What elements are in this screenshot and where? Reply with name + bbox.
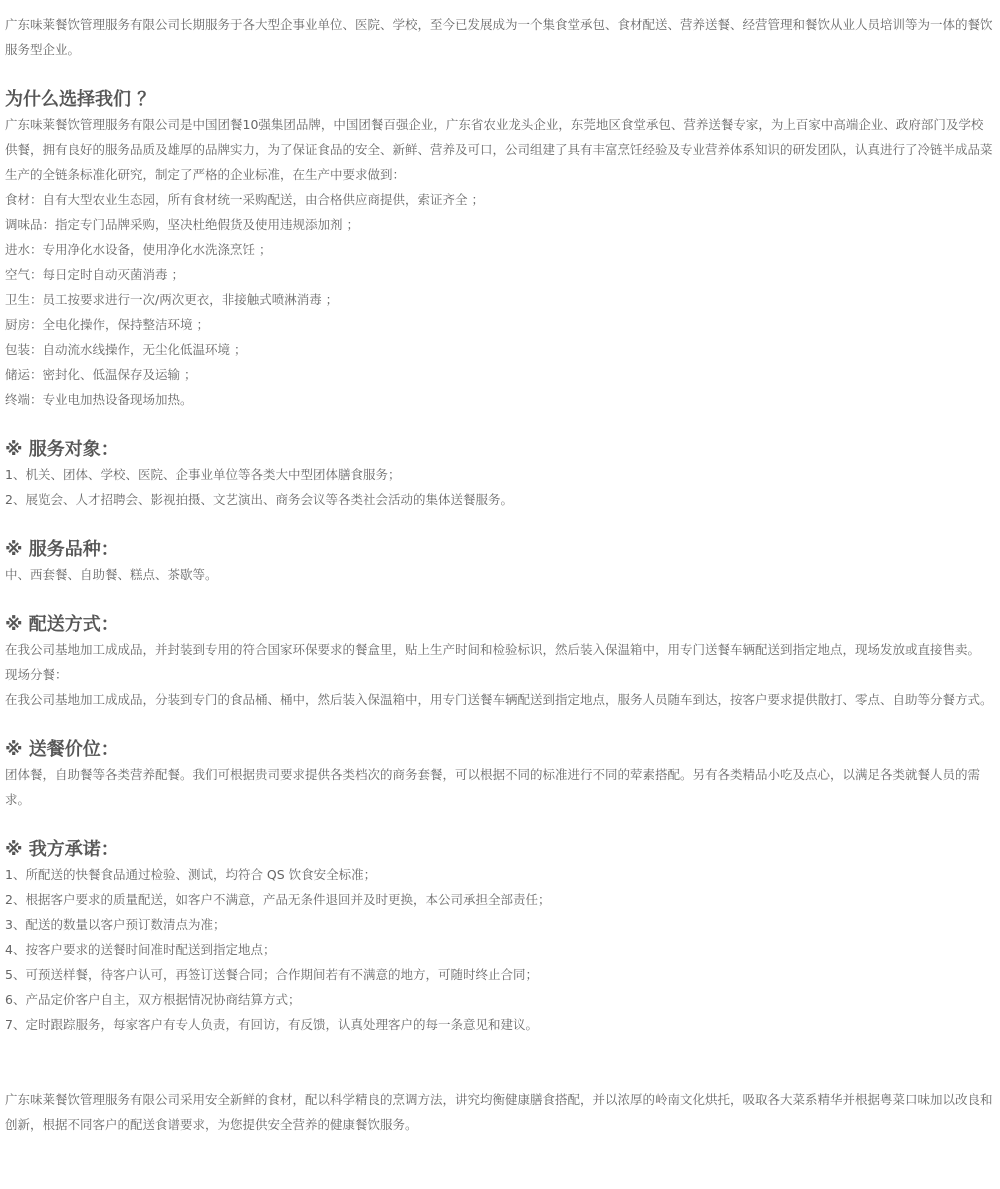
requirement-item: 卫生：员工按要求进行一次/两次更衣，非接触式喷淋消毒 ；	[5, 292, 339, 307]
service-target-item: 2、展览会、人才招聘会、影视拍摄、文艺演出、商务会议等各类社会活动的集体送餐服务。	[5, 492, 513, 507]
promise-item: 7、定时跟踪服务，每家客户有专人负责，有回访，有反馈，认真处理客户的每一条意见和建议。	[5, 1017, 538, 1032]
delivery-heading: ※ 配送方式：	[5, 614, 119, 635]
service-type-item: 中、西套餐、自助餐、糕点、茶歇等。	[5, 567, 218, 582]
requirement-item: 包装：自动流水线操作，无尘化低温环境 ；	[5, 342, 247, 357]
delivery-onsite-paragraph: 在我公司基地加工成成品，分装到专门的食品桶、桶中，然后装入保温箱中，用专门送餐车辆配送到指定地点，服务人员随车到达，按客户要求提供散打、零点、自助等分餐方式。	[5, 692, 993, 707]
requirement-item: 调味品：指定专门品牌采购，坚决杜绝假货及使用违规添加剂 ；	[5, 217, 359, 232]
why-choose-us-section	[5, 87, 995, 412]
spacer	[5, 712, 995, 737]
service-targets-heading: ※ 服务对象：	[5, 439, 119, 460]
service-types-section	[5, 537, 995, 587]
requirement-item: 终端：专业电加热设备现场加热。	[5, 392, 193, 407]
why-choose-us-heading: 为什么选择我们 ？	[5, 89, 156, 110]
spacer	[5, 812, 995, 837]
why-choose-us-paragraph: 广东味莱餐饮管理服务有限公司是中国团餐10强集团品牌，中国团餐百强企业，广东省农业龙头企业，东莞地区食堂承包、营养送餐专家，为上百家中高端企业、政府部门及学校供餐，拥有良好的服务品质及雄厚的品牌实力，为了保证食品的安全、新鲜、营养及可口，公司组建了具有丰富烹饪经验及专业营养体系知识的研发团队，认真进行了冷链半成品菜生产的全链条标准化研究，制定了严格的企业标准，在生产中要求做到：	[5, 117, 993, 182]
promise-item: 4、按客户要求的送餐时间准时配送到指定地点；	[5, 942, 276, 957]
promise-heading: ※ 我方承诺：	[5, 839, 119, 860]
spacer	[5, 412, 995, 437]
promise-item: 1、所配送的快餐食品通过检验、测试，均符合 QS 饮食安全标准；	[5, 867, 377, 882]
requirement-item: 空气：每日定时自动灭菌消毒 ；	[5, 267, 184, 282]
requirement-item: 进水：专用净化水设备，使用净化水洗涤烹饪 ；	[5, 242, 272, 257]
service-target-item: 1、机关、团体、学校、医院、企事业单位等各类大中型团体膳食服务；	[5, 467, 401, 482]
promise-item: 3、配送的数量以客户预订数清点为准；	[5, 917, 226, 932]
delivery-onsite-label: 现场分餐：	[5, 667, 68, 682]
pricing-heading: ※ 送餐价位：	[5, 739, 119, 760]
spacer	[5, 512, 995, 537]
requirement-item: 食材：自有大型农业生态园，所有食材统一采购配送，由合格供应商提供，索证齐全 ；	[5, 192, 484, 207]
service-targets-section	[5, 437, 995, 512]
promise-section	[5, 837, 995, 1037]
promise-item: 5、可预送样餐，待客户认可，再签订送餐合同；合作期间若有不满意的地方，可随时终止合同；	[5, 967, 538, 982]
requirement-item: 厨房：全电化操作，保持整洁环境 ；	[5, 317, 209, 332]
article-content	[5, 12, 995, 1137]
spacer	[5, 587, 995, 612]
pricing-paragraph: 团体餐，自助餐等各类营养配餐。我们可根据贵司要求提供各类档次的商务套餐，可以根据不同的标准进行不同的荤素搭配。另有各类精品小吃及点心，以满足各类就餐人员的需求。	[5, 767, 981, 807]
closing-paragraph: 广东味莱餐饮管理服务有限公司采用安全新鲜的食材，配以科学精良的烹调方法，讲究均衡健康膳食搭配，并以浓厚的岭南文化烘托，吸取各大菜系精华并根据粤菜口味加以改良和创新，根据不同客户的配送食谱要求，为您提供安全营养的健康餐饮服务。	[5, 1092, 993, 1132]
intro-paragraph: 广东味莱餐饮管理服务有限公司长期服务于各大型企事业单位、医院、学校，至今已发展成为一个集食堂承包、食材配送、营养送餐、经营管理和餐饮从业人员培训等为一体的餐饮服务型企业。	[5, 17, 993, 57]
service-types-heading: ※ 服务品种：	[5, 539, 119, 560]
delivery-boxed-paragraph: 在我公司基地加工成成品，并封装到专用的符合国家环保要求的餐盒里，贴上生产时间和检验标识，然后装入保温箱中，用专门送餐车辆配送到指定地点，现场发放或直接售卖。	[5, 642, 981, 657]
delivery-section	[5, 612, 995, 712]
requirement-item: 储运：密封化、低温保存及运输 ；	[5, 367, 197, 382]
spacer	[5, 1037, 995, 1087]
promise-item: 6、产品定价客户自主，双方根据情况协商结算方式；	[5, 992, 301, 1007]
promise-item: 2、根据客户要求的质量配送，如客户不满意，产品无条件退回并及时更换，本公司承担全部责任；	[5, 892, 551, 907]
spacer	[5, 62, 995, 87]
pricing-section	[5, 737, 995, 812]
